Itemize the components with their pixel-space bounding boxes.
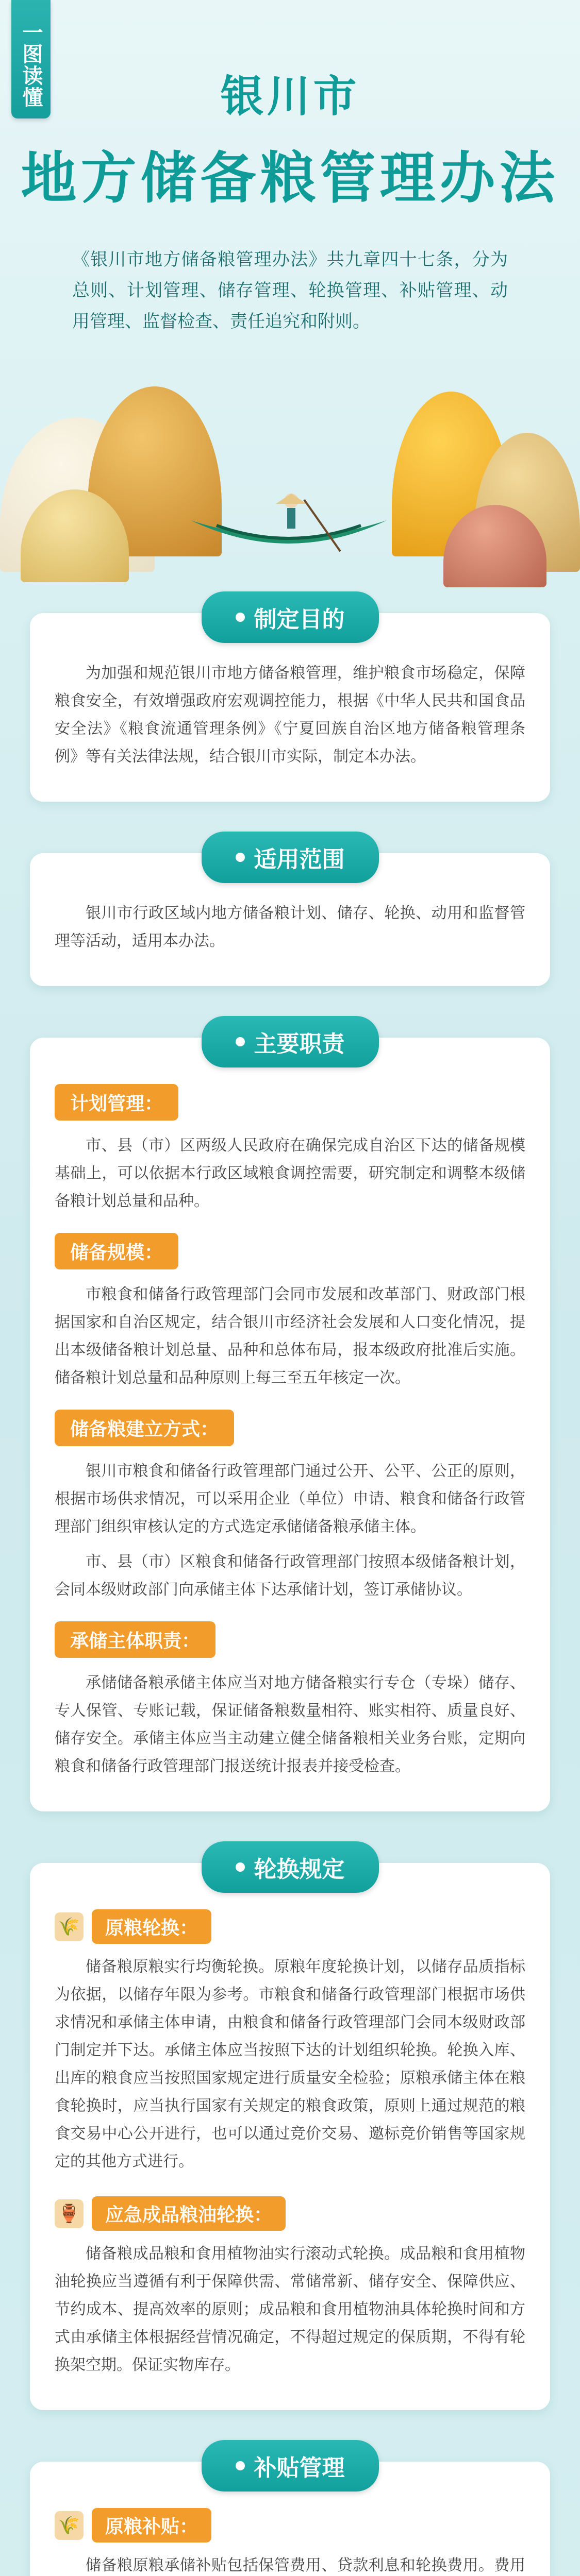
duty-head-establish: 储备粮建立方式： <box>55 1410 234 1446</box>
section-scope <box>0 846 580 986</box>
wheat-icon: 🌾 <box>55 1912 84 1941</box>
duty-text: 市、县（市）区粮食和储备行政管理部门按照本级储备粮计划，会同本级财政部门向承储主体下达承储计划，签订承储协议。 <box>55 1553 525 1599</box>
badge: 一图读懂 <box>11 0 51 118</box>
tab-dot-icon <box>236 613 245 622</box>
duty-head-plan: 计划管理： <box>55 1084 178 1121</box>
tag-label: 原粮轮换： <box>92 1909 211 1944</box>
tab-dot-icon <box>236 2461 245 2470</box>
oil-jar-icon: 🏺 <box>55 2199 84 2228</box>
section-title: 补贴管理 <box>254 2455 345 2481</box>
duty-head-scale: 储备规模： <box>55 1233 178 1269</box>
section-duties-tab <box>202 1016 379 1067</box>
scope-text: 银川市行政区域内地方储备粮计划、储存、轮换、动用和监督管理等活动，适用本办法。 <box>55 904 525 950</box>
section-rotation-card <box>30 1863 550 2410</box>
subsidy-text: 储备粮原粮承储补贴包括保管费用、贷款利息和轮换费用。费用 <box>86 2556 525 2574</box>
grain-illustration <box>0 355 580 592</box>
section-scope-tab <box>202 832 379 883</box>
section-subsidy <box>0 2455 580 2576</box>
section-rotation <box>0 1856 580 2410</box>
section-duties <box>0 1031 580 1811</box>
duty-head-storage-entity: 承储主体职责： <box>55 1621 216 1658</box>
section-rotation-tab <box>202 1841 379 1893</box>
tab-dot-icon <box>236 1037 245 1046</box>
boat-icon <box>186 489 392 562</box>
section-title: 制定目的 <box>254 606 345 633</box>
duty-text: 市、县（市）区两级人民政府在确保完成自治区下达的储备规模基础上，可以依据本行政区域粮食调控需要，研究制定和调整本级储备粮计划总量和品种。 <box>55 1137 525 1210</box>
section-subsidy-tab <box>202 2440 379 2492</box>
tag-label: 应急成品粮油轮换： <box>92 2196 286 2231</box>
section-duties-card <box>30 1038 550 1811</box>
tab-dot-icon <box>236 1862 245 1872</box>
tab-dot-icon <box>236 853 245 862</box>
section-title: 轮换规定 <box>254 1856 345 1883</box>
rotation-head-finished <box>55 2196 525 2231</box>
intro-text: 《银川市地方储备粮管理办法》共九章四十七条，分为总则、计划管理、储存管理、轮换管理、补贴管理、动用管理、监督检查、责任追究和附则。 <box>72 249 508 332</box>
section-purpose-tab <box>202 591 379 643</box>
rotation-head-raw <box>55 1909 525 1944</box>
hero <box>0 0 580 592</box>
section-title: 适用范围 <box>254 846 345 873</box>
duty-text: 市粮食和储备行政管理部门会同市发展和改革部门、财政部门根据国家和自治区规定，结合银川市经济社会发展和人口变化情况，提出本级储备粮计划总量、品种和总体布局，报本级政府批准后实施。储备粮计划总量和品种原则上每三至五年核定一次。 <box>55 1285 525 1387</box>
subsidy-head-raw <box>55 2508 525 2543</box>
section-title: 主要职责 <box>254 1031 345 1057</box>
section-purpose <box>0 606 580 802</box>
page-title-line1: 银川市 <box>220 71 360 122</box>
rotation-text: 储备粮原粮实行均衡轮换。原粮年度轮换计划，以储存品质指标为依据，以储存年限为参考。市粮食和储备行政管理部门根据市场供求情况和承储主体申请，由粮食和储备行政管理部门会同本级财政部门制定并下达。承储主体应当按照下达的计划组织轮换。轮换入库、出库的粮食应当按照国家规定进行质量安全检验；原粮承储主体在粮食轮换时，应当执行国家有关规定的粮食政策，原则上通过规范的粮食交易中心公开进行，也可以通过竞价交易、邀标竞价销售等国家规定的其他方式进行。 <box>55 1958 525 2171</box>
purpose-text: 为加强和规范银川市地方储备粮管理，维护粮食市场稳定，保障粮食安全，有效增强政府宏观调控能力，根据《中华人民共和国食品安全法》《粮食流通管理条例》《宁夏回族自治区地方储备粮管理条例》等有关法律法规，结合银川市实际，制定本办法。 <box>55 664 525 766</box>
tag-label: 原粮补贴： <box>92 2508 211 2543</box>
rotation-text: 储备粮成品粮和食用植物油实行滚动式轮换。成品粮和食用植物油轮换应当遵循有利于保障供需、常储常新、储存安全、保障供应、节约成本、提高效率的原则；成品粮和食用植物油具体轮换时间和方式由承储主体根据经营情况确定，不得超过规定的保质期，不得有轮换架空期。保证实物库存。 <box>55 2245 525 2374</box>
page-title-line2: 地方储备粮管理办法 <box>21 146 559 211</box>
duty-text: 银川市粮食和储备行政管理部门通过公开、公平、公正的原则，根据市场供求情况，可以采用企业（单位）申请、粮食和储备行政管理部门组织审核认定的方式选定承储储备粮承储主体。 <box>55 1462 525 1536</box>
wheat-icon: 🌾 <box>55 2511 84 2540</box>
duty-text: 承储储备粮承储主体应当对地方储备粮实行专仓（专垛）储存、专人保管、专账记载，保证储备粮数量相符、账实相符、质量良好、储存安全。承储主体应当主动建立健全储备粮相关业务台账，定期向粮食和储备行政管理部门报送统计报表并接受检查。 <box>55 1674 525 1775</box>
